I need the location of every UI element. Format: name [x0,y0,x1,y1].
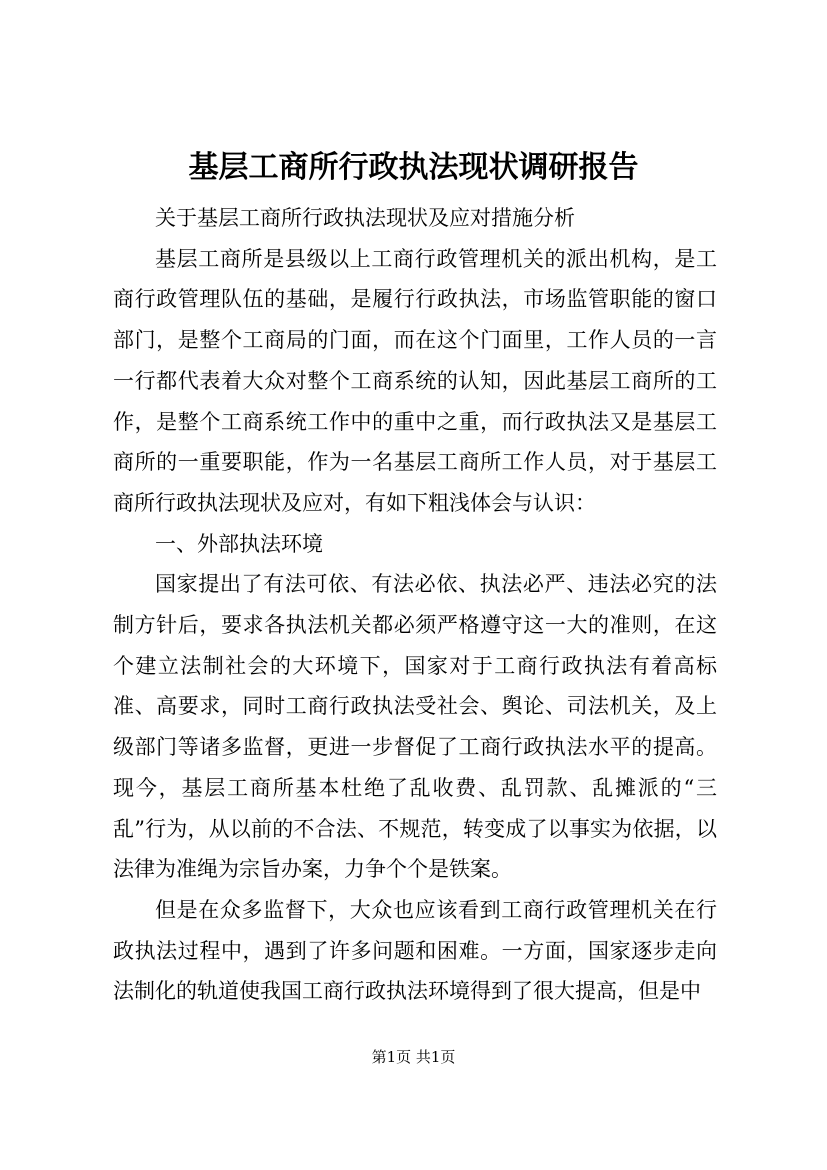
page-number-footer: 第1页 共1页 [371,1048,456,1066]
body-paragraph: 基层工商所是县级以上工商行政管理机关的派出机构，是工商行政管理队伍的基础，是履行行政执法，市场监管职能的窗口部门，是整个工商局的门面，而在这个门面里，工作人员的一言一行都代表着大众对整个工商系统的认知，因此基层工商所的工作，是整个工商系统工作中的重中之重，而行政执法又是基层工商所的一重要职能，作为一名基层工商所工作人员，对于基层工商所行政执法现状及应对，有如下粗浅体会与认识： [113,246,717,515]
subtitle-paragraph: 关于基层工商所行政执法现状及应对措施分析 [155,206,575,230]
section-heading: 一、外部执法环境 [155,531,323,556]
document-title: 基层工商所行政执法现状调研报告 [188,150,639,185]
document-body [113,198,717,1012]
body-paragraph: 国家提出了有法可依、有法必依、执法必严、违法必究的法制方针后，要求各执法机关都必须严格遵守这一大的准则，在这个建立法制社会的大环境下，国家对于工商行政执法有着高标准、高要求，同时工商行政执法受社会、舆论、司法机关，及上级部门等诸多监督，更进一步督促了工商行政执法水平的提高。现今，基层工商所基本杜绝了乱收费、乱罚款、乱摊派的“三乱”行为，从以前的不合法、不规范，转变成了以事实为依据，以法律为准绳为宗旨办案，力争个个是铁案。 [113,572,717,882]
body-paragraph: 但是在众多监督下，大众也应该看到工商行政管理机关在行政执法过程中，遇到了许多问题和困难。一方面，国家逐步走向法制化的轨道使我国工商行政执法环境得到了很大提高，但是中 [113,897,717,1004]
